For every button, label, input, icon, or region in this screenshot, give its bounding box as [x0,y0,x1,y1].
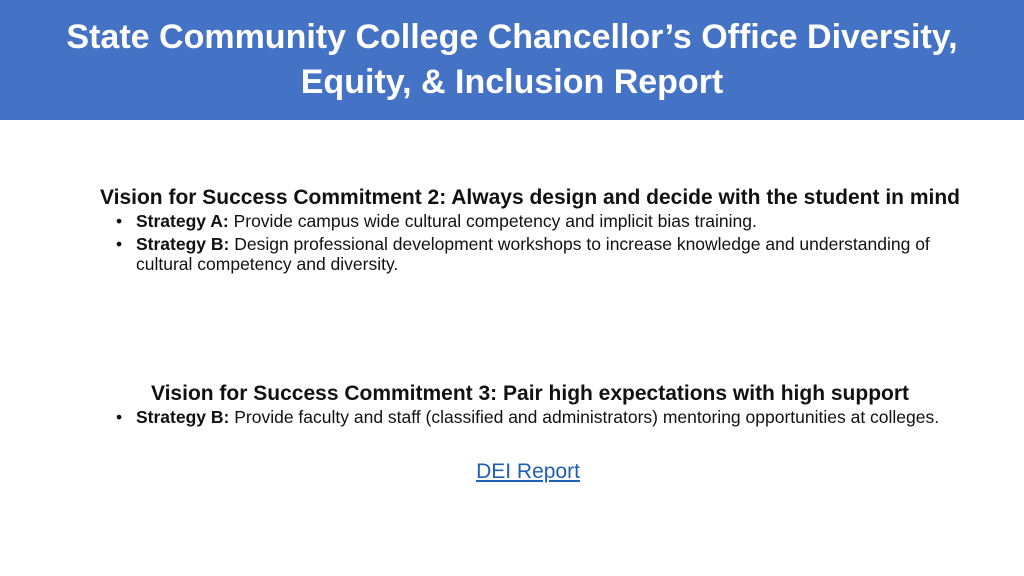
commitment-3-section [80,382,980,430]
bullet-icon: • [116,407,123,427]
list-item [116,407,980,427]
strategy-text: Provide campus wide cultural competency and implicit bias training. [233,211,757,231]
strategy-label: Strategy B: [136,407,235,427]
bullet-icon: • [116,234,123,254]
bullet-icon: • [116,211,123,231]
strategy-label: Strategy B: [136,234,235,254]
page-title: State Community College Chancellor’s Office Diversity, Equity, & Inclusion Report [66,18,958,101]
title-bar [0,0,1024,120]
section-heading: Vision for Success Commitment 2: Always design and decide with the student in mind [100,186,960,209]
strategy-text: Design professional development workshops to increase knowledge and understanding of cultural competency and diversity. [136,234,930,274]
strategy-text: Provide faculty and staff (classified and administrators) mentoring opportunities at colleges. [234,407,940,427]
commitment-2-section [80,186,980,277]
strategy-list [80,407,980,427]
section-heading: Vision for Success Commitment 3: Pair high expectations with high support [150,382,910,405]
dei-report-link[interactable]: DEI Report [476,460,580,483]
list-item [116,234,980,274]
dei-report-link-container [0,460,1024,484]
list-item [116,211,980,231]
strategy-list [80,211,980,274]
strategy-label: Strategy A: [136,211,234,231]
